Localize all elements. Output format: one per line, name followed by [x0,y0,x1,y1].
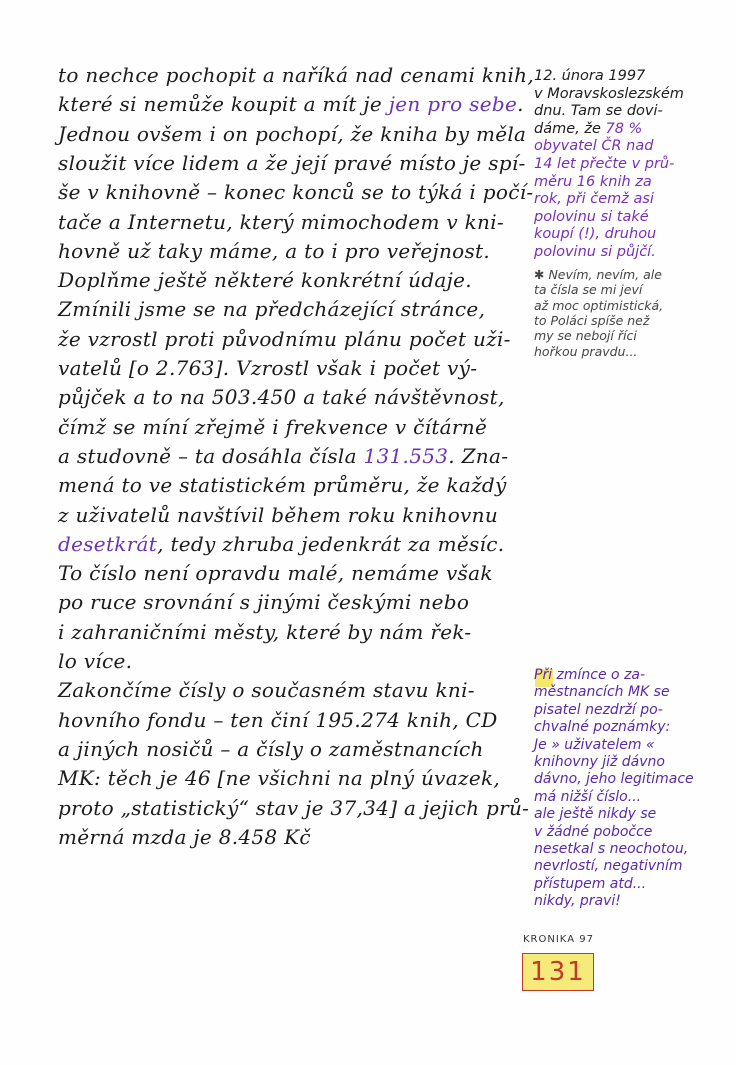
text-segment: . [517,92,524,117]
text-line [534,174,652,191]
text-line: Zakončíme čísly o současném stavu kni- [58,678,475,703]
highlighted-segment: rok, při čemž asi [534,191,654,208]
text-line [534,824,652,841]
highlighted-segment: obyvatel ČR nad [534,138,654,155]
highlighted-segment: 14 let přečte v prů- [534,156,675,172]
text-line [534,893,621,910]
text-line: hovně už taky máme, a to i pro veřejnost. [58,238,491,263]
highlighted-segment: dávno, jeho legitimace [534,771,694,788]
text-line: z uživatelů navštívil během roku knihovnu [58,502,499,527]
text-line: MK: těch je 46 [ne všichni na plný úvazek, [58,766,501,791]
text-line [534,754,665,771]
highlighted-segment: nevrlostí, negativním [534,858,683,875]
text-line: še v knihovně – konec konců se to týká i počí- [58,180,534,205]
highlighted-segment: desetkrát [58,531,158,556]
text-line: v Moravskoslezském [534,85,684,102]
text-line: že vzrostl proti původnímu plánu počet uži- [58,326,511,351]
text-line [534,771,694,788]
highlighted-segment: Při zmínce o za- [534,667,646,683]
highlighted-segment: nesetkal s neochotou, [534,841,689,857]
text-line: tače a Internetu, který mimochodem v kni- [58,209,504,234]
highlighted-segment: polovinu si půjčí. [534,244,656,260]
text-line [534,719,670,736]
text-line [534,737,655,754]
text-line: hořkou pravdu... [534,343,638,359]
text-segment: které si nemůže koupit a mít je [58,92,389,117]
text-line: Doplňme ještě některé konkrétní údaje. [58,268,472,293]
text-line: 12. února 1997 [534,68,646,84]
text-line: proto „statistický“ stav je 37,34] a jejich prů- [58,795,530,820]
text-line [534,667,645,684]
text-line [534,789,641,806]
text-segment: a studovně – ta dosáhla čísla [58,443,364,468]
text-line [534,209,649,226]
text-line [534,138,653,155]
text-line: i zahraničními městy, které by nám řek- [58,619,472,644]
text-line: sloužit více lidem a že její pravé místo je spí- [58,150,526,175]
text-line: a jiných nosičů – a čísly o zaměstnancích [58,736,484,761]
text-line: Zmínili jsme se na předcházející stránce, [58,297,486,322]
highlighted-segment: pisatel nezdrží po- [534,701,663,718]
highlighted-segment: polovinu si také [534,208,649,225]
text-segment: , tedy zhruba jedenkrát za měsíc. [157,531,505,556]
text-line [534,702,663,719]
highlighted-segment: 78 % [605,120,643,137]
text-line: lo více. [58,649,133,673]
text-line: To číslo není opravdu malé, nemáme však [58,561,493,586]
highlighted-segment: městnancích MK se [534,684,670,701]
text-segment: . Zna- [448,443,509,468]
page-number: 131 [522,953,594,991]
text-line: až moc optimistická, [534,297,664,313]
highlighted-segment: jen pro sebe [388,92,518,117]
text-line [534,121,642,138]
text-line: mená to ve statistickém průměru, že každý [58,473,507,498]
highlighted-segment: 131.553 [363,443,449,468]
text-line [58,443,508,469]
highlighted-segment: chvalné poznámky: [534,719,671,736]
text-line: ✱ Nevím, nevím, ale [534,267,662,282]
text-line [534,876,646,893]
text-segment: dáme, že [534,120,606,137]
text-line: po ruce srovnání s jinými českými nebo [58,590,470,615]
text-line [58,531,504,557]
text-line: my se nebojí říci [534,328,637,344]
highlighted-segment: přístupem atd... [534,875,647,892]
highlighted-segment: koupí (!), druhou [534,226,657,243]
text-line [58,91,524,117]
text-line: čímž se míní zřejmě i frekvence v čítárně [58,414,488,439]
text-line: Jednou ovšem i on pochopí, že kniha by měla [58,121,527,146]
text-line [534,858,683,875]
text-line [534,244,656,261]
text-line [534,684,670,701]
highlighted-segment: měru 16 knih za [534,173,652,190]
text-line [534,156,674,173]
text-line: vatelů [o 2.763]. Vzrostl však i počet vý- [58,356,478,380]
text-line [534,226,656,243]
text-line: měrná mzda je 8.458 Kč [58,824,311,849]
text-line [534,191,654,208]
text-line: hovního fondu – ten činí 195.274 knih, CD [58,707,498,732]
text-line: to Poláci spíše než [534,312,650,328]
text-line [534,841,688,858]
highlighted-segment: knihovny již dávno [534,754,665,770]
highlighted-segment: Je » uživatelem « [534,736,655,753]
text-line: ta čísla se mi jeví [534,282,643,298]
text-line [534,806,656,823]
highlighted-segment: v žádné pobočce [534,823,653,840]
text-line: dnu. Tam se dovi- [534,103,663,120]
chronicle-label: KRONIKA 97 [523,934,594,945]
highlighted-segment: ale ještě nikdy se [534,806,657,823]
text-line: to nechce pochopit a naříká nad cenami knih, [58,63,534,87]
highlighted-segment: má nižší číslo... [534,788,642,805]
highlighted-segment: nikdy, pravi! [534,893,621,910]
text-line: půjček a to na 503.450 a také návštěvnost, [58,385,505,410]
